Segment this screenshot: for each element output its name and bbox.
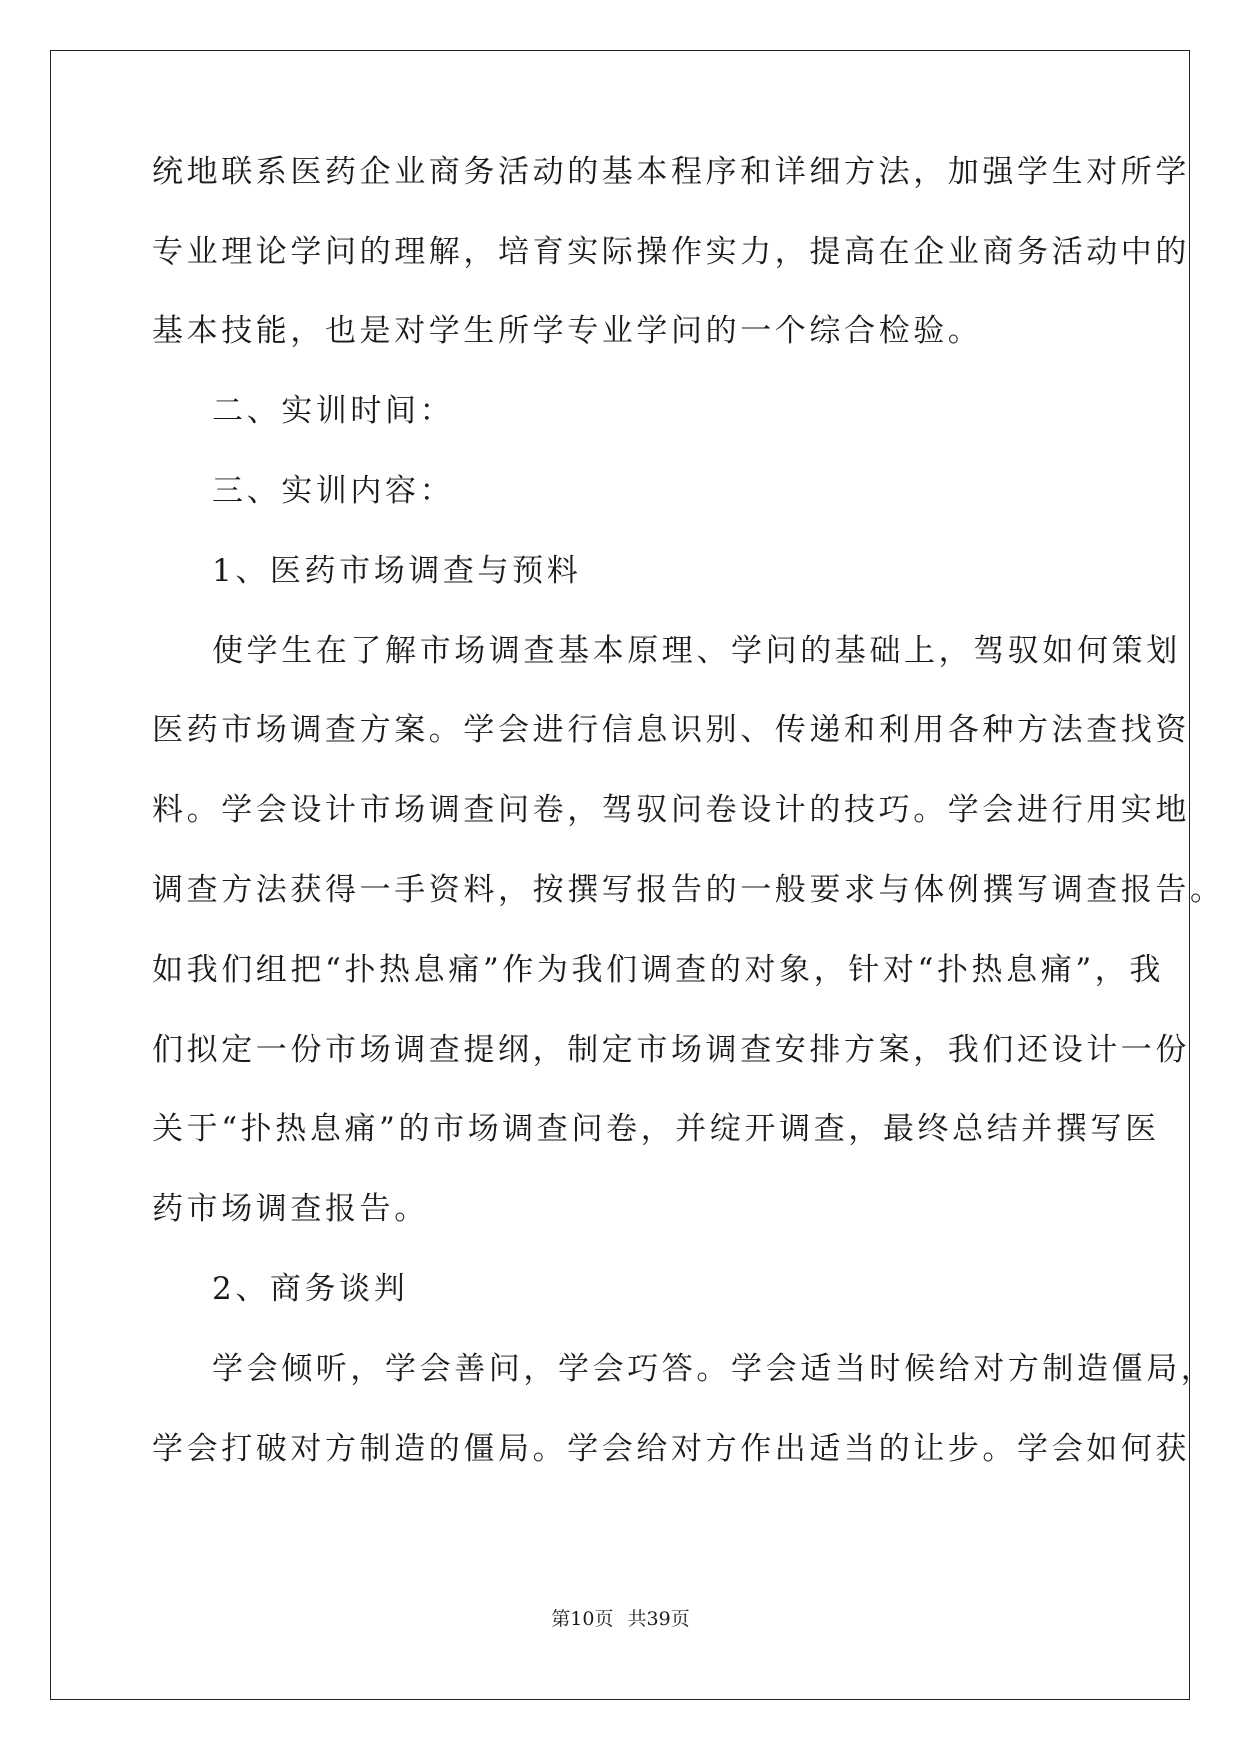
paragraph-line: 料。学会设计市场调查问卷，驾驭问卷设计的技巧。学会进行用实地 (152, 792, 1190, 828)
page-total: 共39页 (627, 1608, 690, 1630)
paragraph-line: 统地联系医药企业商务活动的基本程序和详细方法，加强学生对所学 (152, 154, 1190, 190)
paragraph-line: 学会打破对方制造的僵局。学会给对方作出适当的让步。学会如何获 (152, 1431, 1190, 1467)
section-heading: 二、实训时间： (212, 393, 455, 429)
paragraph-line: 们拟定一份市场调查提纲，制定市场调查安排方案，我们还设计一份 (152, 1032, 1190, 1068)
page-footer (0, 1607, 1241, 1631)
paragraph-line: 关于“扑热息痛”的市场调查问卷，并绽开调查，最终总结并撰写医 (152, 1111, 1160, 1147)
section-heading: 三、实训内容： (212, 473, 455, 509)
paragraph-line: 专业理论学问的理解，培育实际操作实力，提高在企业商务活动中的 (152, 234, 1190, 270)
subsection-heading: 2、商务谈判 (212, 1271, 409, 1307)
paragraph-line: 使学生在了解市场调查基本原理、学问的基础上，驾驭如何策划 (212, 633, 1181, 669)
subsection-heading: 1、医药市场调查与预料 (212, 553, 582, 589)
paragraph-line: 学会倾听，学会善问，学会巧答。学会适当时候给对方制造僵局， (212, 1351, 1216, 1387)
page-number: 第10页 (551, 1608, 614, 1630)
paragraph-line: 调查方法获得一手资料，按撰写报告的一般要求与体例撰写调查报告。 (152, 872, 1225, 908)
paragraph-line: 如我们组把“扑热息痛”作为我们调查的对象，针对“扑热息痛”，我 (152, 952, 1164, 988)
paragraph-line: 药市场调查报告。 (152, 1191, 429, 1227)
paragraph-line: 医药市场调查方案。学会进行信息识别、传递和利用各种方法查找资 (152, 712, 1190, 748)
paragraph-line: 基本技能，也是对学生所学专业学问的一个综合检验。 (152, 313, 983, 349)
